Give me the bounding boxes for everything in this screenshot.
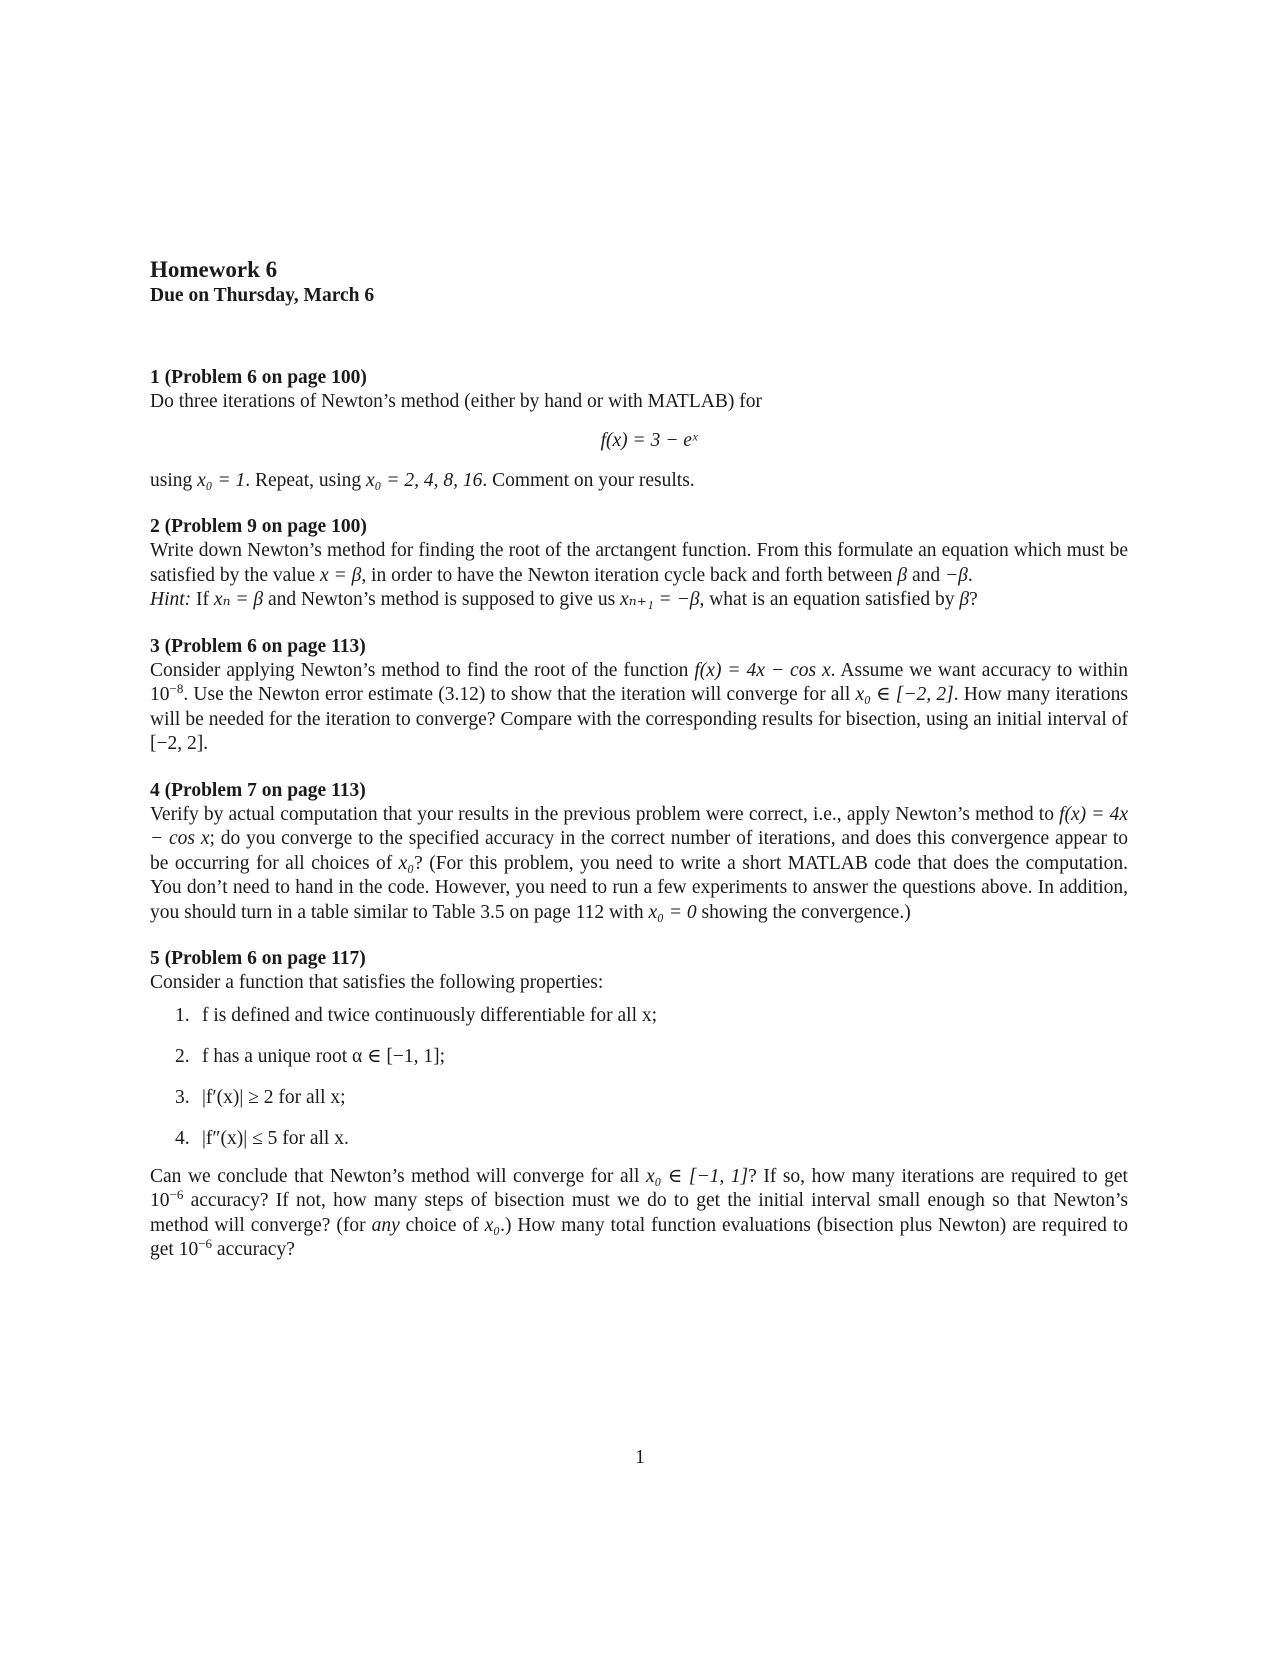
problem-text: Consider a function that satisfies the following properties: bbox=[150, 972, 604, 993]
math-inline: f(x) = 4x − cos x bbox=[150, 803, 1129, 849]
problem-heading: 1 (Problem 6 on page 100) bbox=[150, 367, 367, 388]
problem-text: Consider applying Newton’s method to find the root of the function f(x) = 4x − cos x. Assume we want accuracy to within $10^{-8}$. Use the Newton error estimate (3.12) to show that the iteration will converge for all x₀ ∈ [−2, 2]. How many iterations will be needed for the iteration to converge? Compare with the corresponding results for bisection, using an initial interval of [−2, 2]. bbox=[150, 659, 1129, 754]
list-item: 3. |f′(x)| ≥ 2 for all x; bbox=[175, 1086, 346, 1108]
math-inline: x = β bbox=[320, 564, 362, 586]
math-inline: β bbox=[959, 589, 970, 610]
problem-2 bbox=[150, 515, 1128, 613]
math-inline: x₀ = 0 bbox=[648, 901, 697, 923]
problem-5 bbox=[150, 947, 1128, 1263]
list-item: 4. |f″(x)| ≤ 5 for all x. bbox=[175, 1127, 349, 1149]
problem-4 bbox=[150, 779, 1128, 926]
problem-heading: 3 (Problem 6 on page 113) bbox=[150, 635, 366, 657]
math-inline: xₙ = β bbox=[213, 589, 264, 610]
problem-3 bbox=[150, 635, 1128, 757]
problem-heading: 2 (Problem 9 on page 100) bbox=[150, 516, 367, 537]
math-inline: $10^{-6}$ bbox=[178, 1236, 213, 1260]
math-inline: −β bbox=[945, 564, 968, 586]
math-inline: x₀ bbox=[484, 1214, 501, 1236]
homework-title: Homework 6 bbox=[150, 257, 278, 282]
problem-heading: 5 (Problem 6 on page 117) bbox=[150, 948, 366, 969]
math-inline: x₀ ∈ [−2, 2] bbox=[855, 684, 954, 705]
math-inline: $10^{-8}$ bbox=[150, 681, 184, 705]
math-inline: [−2, 2] bbox=[150, 733, 204, 754]
problem-heading: 4 (Problem 7 on page 113) bbox=[150, 779, 366, 801]
problem-text: Do three iterations of Newton’s method (either by hand or with MATLAB) for bbox=[150, 391, 762, 412]
problem-text: Verify by actual computation that your results in the previous problem were correct, i.e., apply Newton’s method to f(x) = 4x − cos x; do you converge to the specified accuracy in the correct number of iterations, and does this convergence appear to be occurring for all choices of x₀? (For this problem, you need to write a short MATLAB code that does the computation. You don’t need to hand in the code. However, you need to run a few experiments to answer the questions above. In addition, you should turn in a table similar to Table 3.5 on page 112 with x₀ = 0 showing the convergence.) bbox=[150, 803, 1129, 923]
math-inline: β bbox=[897, 564, 908, 586]
problem-text: Can we conclude that Newton’s method will converge for all x₀ ∈ [−1, 1]? If so, how many iterations are required to get $10^{-6}$ accuracy? If not, how many steps of bisection must we do to get the initial interval small enough so that Newton’s method will converge? (for any choice of x₀.) How many total function evaluations (bisection plus Newton) are required to get $10^{-6}$ accuracy? bbox=[150, 1165, 1128, 1260]
math-inline: x₀ = 2, 4, 8, 16 bbox=[366, 469, 483, 491]
math-inline: x₀ = 1 bbox=[197, 469, 246, 491]
page-number: 1 bbox=[635, 1447, 645, 1468]
math-inline: x₀ bbox=[398, 852, 415, 874]
document-content bbox=[150, 256, 1128, 1285]
math-inline: $10^{-6}$ bbox=[150, 1187, 184, 1211]
problem-text: Write down Newton’s method for finding the root of the arctangent function. From this formulate an equation which must be satisfied by the value x = β, in order to have the Newton iteration cycle back and forth between β and −β. Hint: If xₙ = β and Newton’s method is supposed to give us xₙ₊₁ = −β, what is an equation satisfied by β? bbox=[150, 540, 1128, 610]
display-equation: f(x) = 3 − eˣ bbox=[600, 429, 698, 451]
hint-label: Hint: bbox=[150, 589, 192, 610]
math-inline: f(x) = 4x − cos x bbox=[694, 659, 831, 681]
list-item: 2. f has a unique root α ∈ [−1, 1]; bbox=[175, 1045, 446, 1067]
due-date: Due on Thursday, March 6 bbox=[150, 285, 375, 306]
math-inline: x₀ ∈ [−1, 1] bbox=[645, 1165, 749, 1187]
problem-text: using x₀ = 1. Repeat, using x₀ = 2, 4, 8, 16. Comment on your results. bbox=[150, 469, 695, 491]
list-item: 1. f is defined and twice continuously differentiable for all x; bbox=[175, 1004, 658, 1026]
properties-list bbox=[150, 1004, 1128, 1151]
math-inline: xₙ₊₁ = −β bbox=[620, 589, 700, 610]
problem-1 bbox=[150, 366, 1128, 493]
